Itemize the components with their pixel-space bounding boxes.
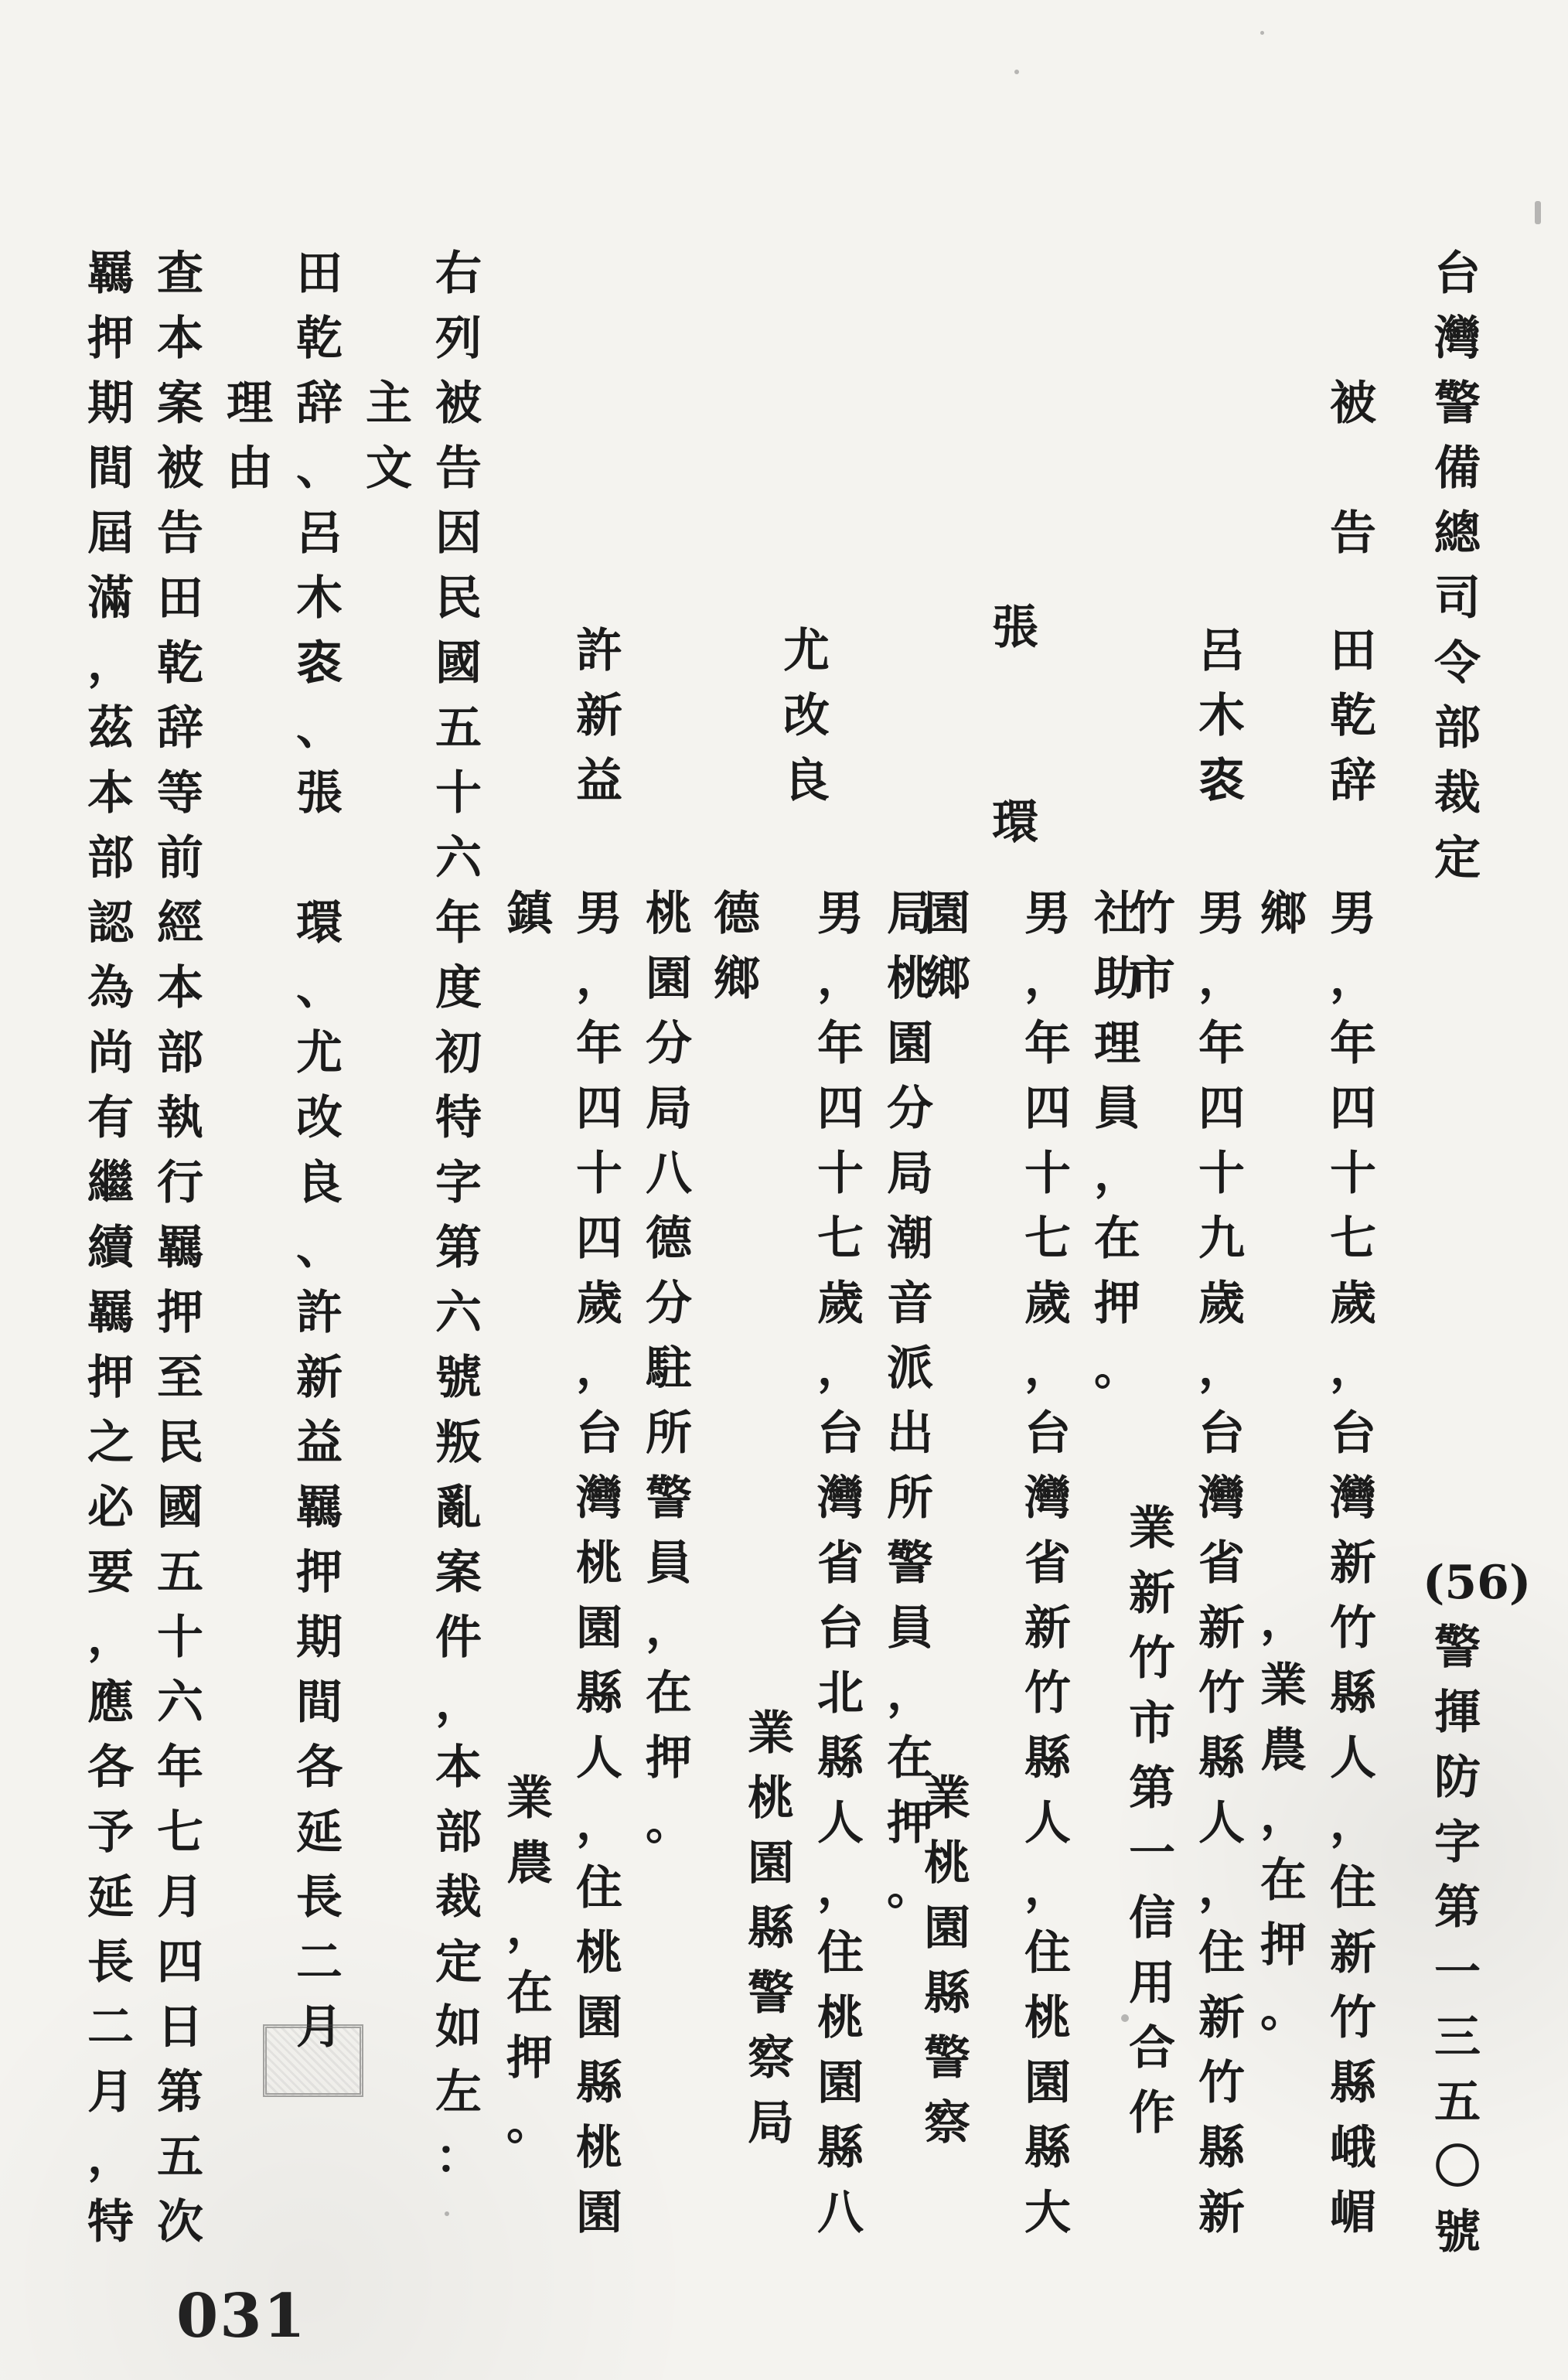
title-char: 備 xyxy=(1434,442,1481,496)
case-number: (56) 警 揮 防 字 第 一 三 五 〇 號 xyxy=(1423,1556,1532,2259)
defendant-4-name: 尤 改 良 xyxy=(783,624,830,808)
defendant-3-job-2: 社 助 理 員 ， 在 押 。 xyxy=(1094,887,1140,1396)
body-intro: 右 列 被 告 因 民 國 五 十 六 年 度 初 特 字 第 六 號 叛 亂 案 件 ， 本 部 裁 定 如 左 ： xyxy=(435,247,482,2184)
main-text: 田 乾 辞 、 呂 木 𤇯 、 張 環 、 尤 改 良 、 許 新 益 羈 押 期 間 各 延 長 二 月 xyxy=(296,247,343,2054)
title-char: 令 xyxy=(1434,636,1481,690)
defendant-1-details: 男 ， 年 四 十 七 歲 ， 台 灣 新 竹 縣 人 ， 住 新 竹 縣 峨 嵋 xyxy=(1330,887,1376,2240)
defendant-label: 被 告 xyxy=(1330,377,1376,561)
title-char: 裁 xyxy=(1434,766,1481,820)
defendant-2-details: 男 ， 年 四 十 九 歲 ， 台 灣 省 新 竹 縣 人 ， 住 新 竹 縣 新 xyxy=(1198,887,1245,2240)
defendant-2-name: 呂 木 𤇯 xyxy=(1198,624,1245,808)
reason-text-2: 羈 押 期 間 屆 滿 ， 茲 本 部 認 為 尚 有 繼 續 羈 押 之 必 要 ， 應 各 予 延 長 二 月 ， 特 xyxy=(87,247,134,2249)
title-char: 警 xyxy=(1434,377,1481,431)
defendant-1-name: 田 乾 辞 xyxy=(1330,624,1376,808)
official-seal-stamp xyxy=(263,2024,363,2097)
title-char: 定 xyxy=(1434,831,1481,885)
main-text-heading: 主 文 xyxy=(366,377,412,496)
defendant-5-details: 男 ， 年 四 十 四 歲 ， 台 灣 桃 園 縣 人 ， 住 桃 園 縣 桃 園 xyxy=(576,887,622,2240)
title-char: 總 xyxy=(1434,506,1481,561)
scan-speck xyxy=(1014,70,1019,74)
title-char: 台 xyxy=(1434,247,1481,301)
document-title xyxy=(1423,241,1492,891)
defendant-5-job: 桃 園 分 局 八 德 分 駐 所 警 員 ， 在 押 。 xyxy=(646,887,692,1850)
scan-speck xyxy=(445,2211,449,2216)
defendant-4-village: 德 鄉 xyxy=(714,887,760,1006)
scan-speck xyxy=(1121,2014,1129,2022)
reason-heading: 理 由 xyxy=(227,377,273,496)
scan-speck xyxy=(1260,31,1264,35)
defendant-4-job: 局 桃 園 分 局 潮 音 派 出 所 警 員 ， 在 押 。 xyxy=(887,887,933,1915)
reason-text-1: 查 本 案 被 告 田 乾 辞 等 前 經 本 部 執 行 羈 押 至 民 國 五 十 六 年 七 月 四 日 第 五 次 xyxy=(157,247,203,2249)
title-char: 灣 xyxy=(1434,312,1481,366)
defendant-3-name: 張 環 xyxy=(992,601,1038,850)
defendant-3-details: 男 ， 年 四 十 七 歲 ， 台 灣 省 新 竹 縣 人 ， 住 桃 園 縣 大 xyxy=(1024,887,1071,2240)
defendant-2-city: 竹 市 xyxy=(1129,887,1175,1006)
defendant-4-job-2: 業 桃 園 縣 警 察 局 xyxy=(748,1707,794,2150)
page-number: 031 xyxy=(176,2281,307,2351)
defendant-3-village: 園 鄉 xyxy=(924,887,970,1006)
defendant-4-details: 男 ， 年 四 十 七 歲 ， 台 灣 省 台 北 縣 人 ， 住 桃 園 縣 八 xyxy=(817,887,864,2240)
title-char: 司 xyxy=(1434,571,1481,626)
defendant-3-job-1: 業 新 竹 市 第 一 信 用 合 作 xyxy=(1129,1502,1175,2140)
defendant-5-town: 鎮 xyxy=(506,887,553,941)
defendant-3-job-3: 業 桃 園 縣 警 察 xyxy=(924,1771,970,2150)
defendant-5-job-2: 業 農 ， 在 押 。 xyxy=(506,1771,553,2150)
defendant-1-details-cont: 鄉 xyxy=(1260,887,1307,941)
defendant-5-name: 許 新 益 xyxy=(576,624,622,808)
scan-speck xyxy=(1535,201,1541,224)
title-char: 部 xyxy=(1434,701,1481,755)
defendant-2-details-extra: ， 業 農 ， 在 押 。 xyxy=(1260,1594,1307,2037)
